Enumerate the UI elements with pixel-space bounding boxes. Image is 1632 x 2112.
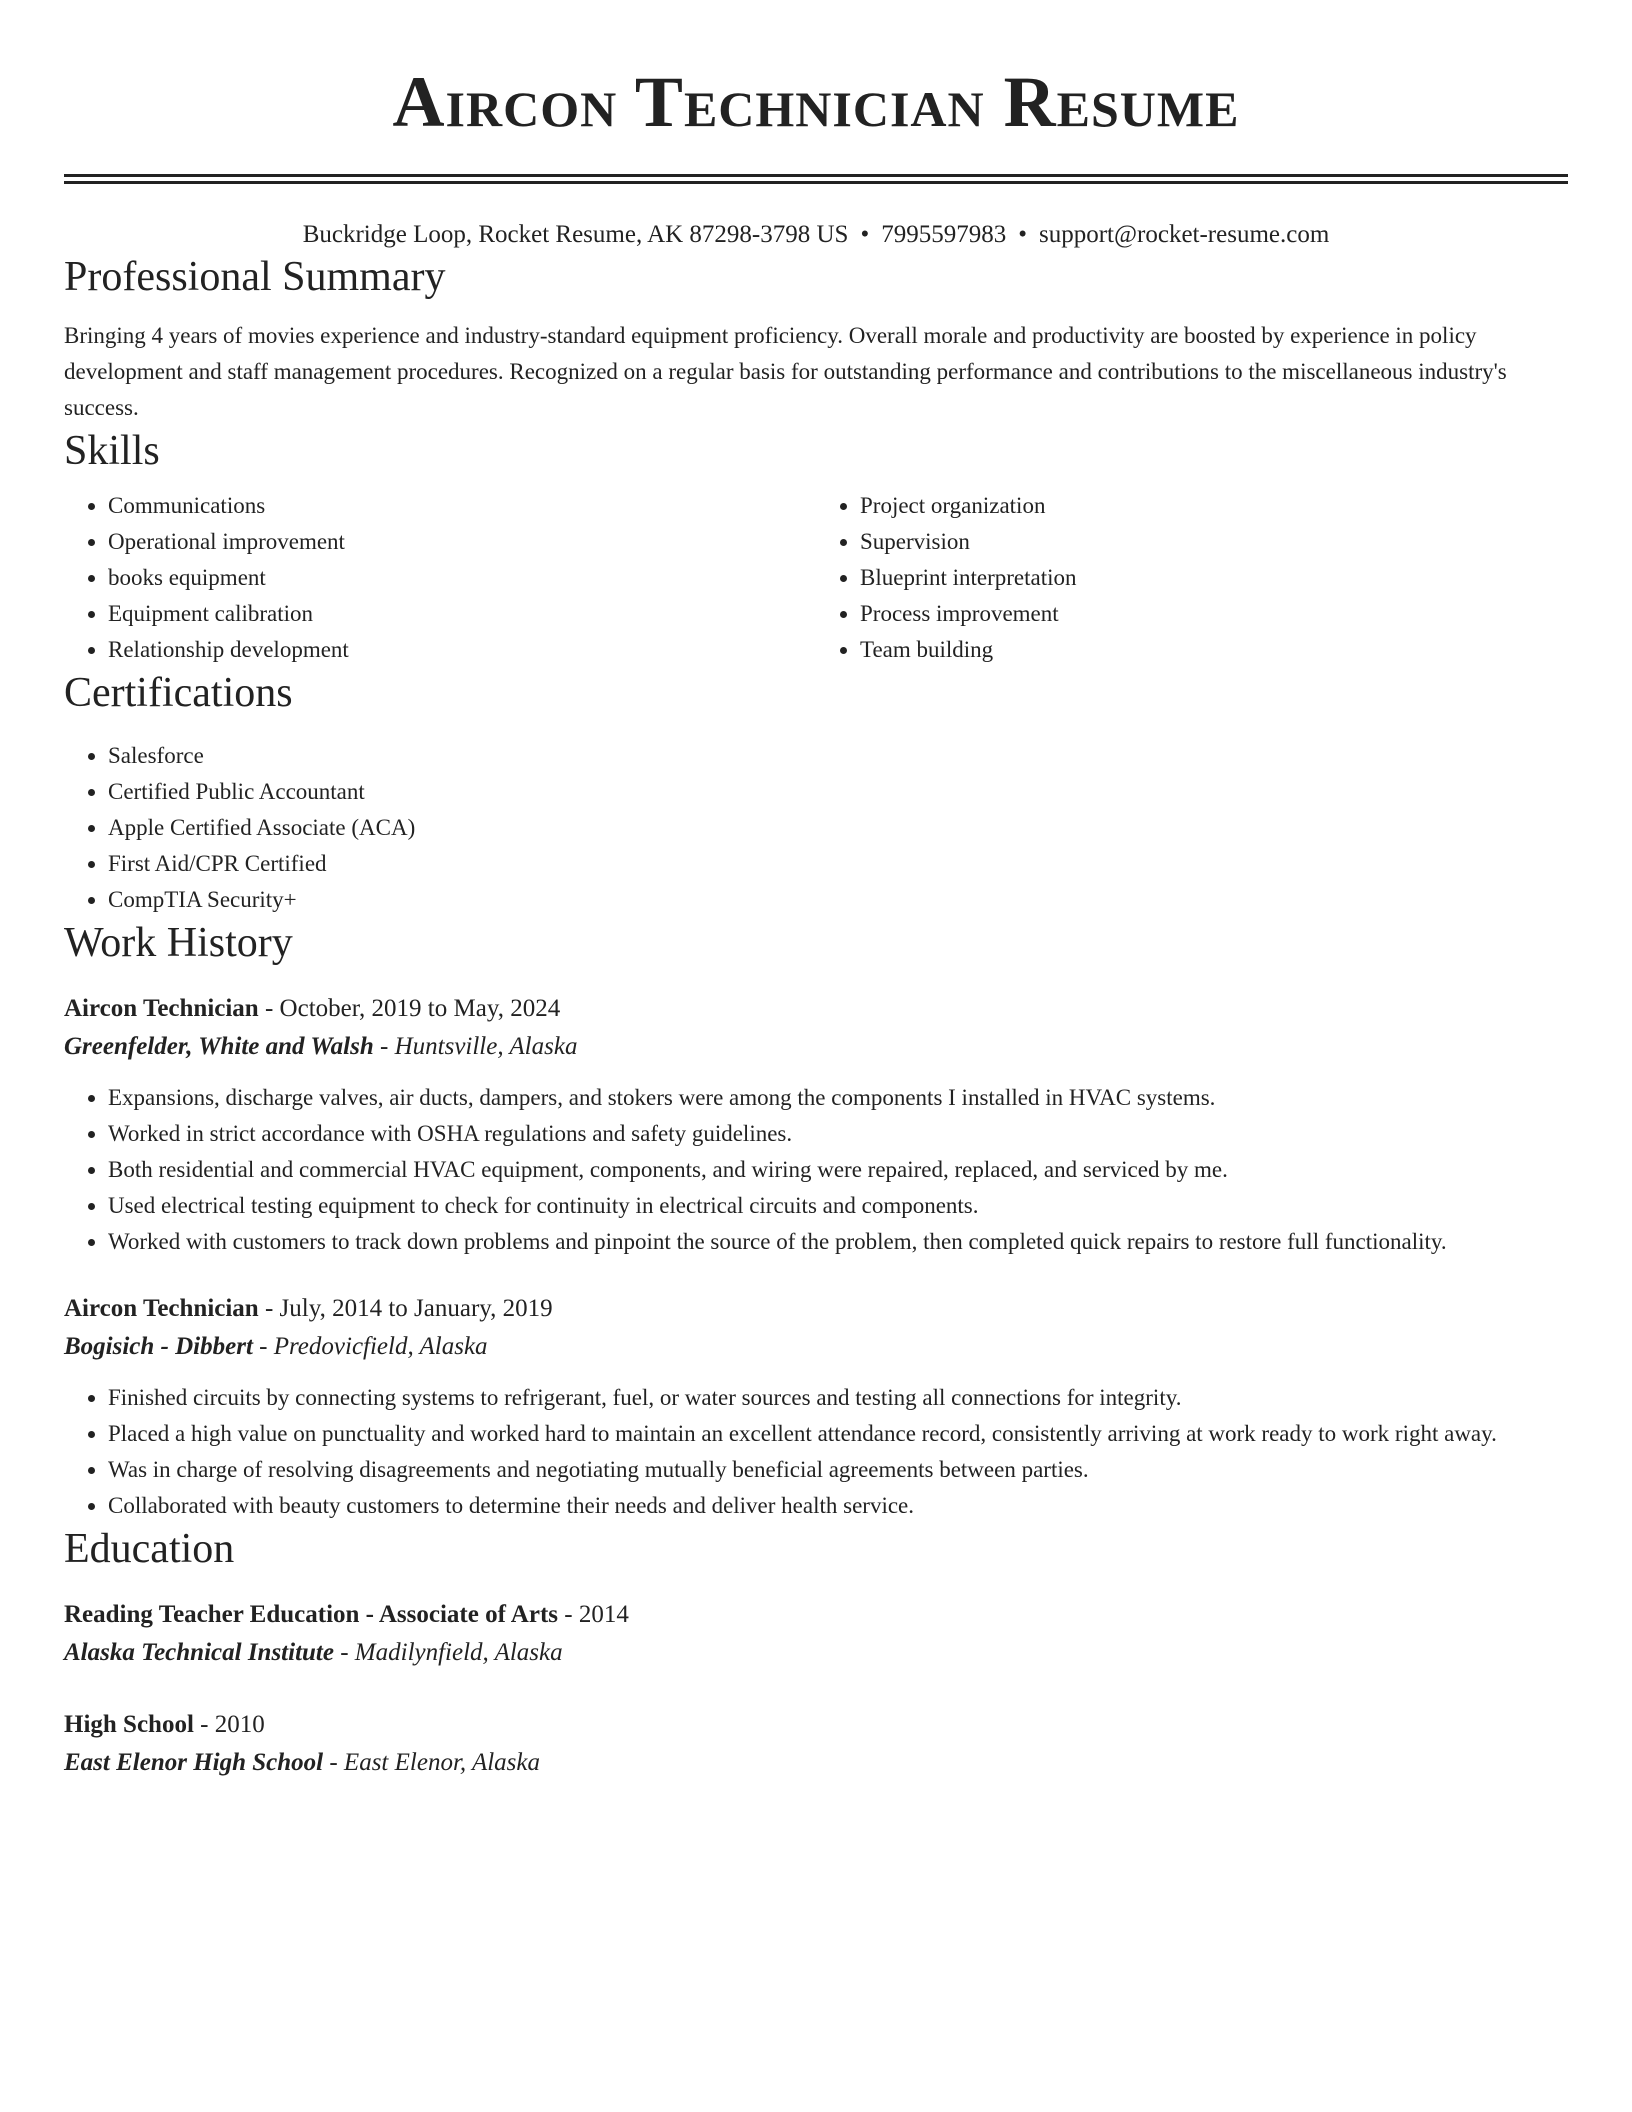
skills-grid xyxy=(64,488,1568,668)
job-company: Bogisich - Dibbert xyxy=(64,1333,253,1360)
job-company: Greenfelder, White and Walsh xyxy=(64,1033,374,1060)
skills-heading: Skills xyxy=(64,428,160,474)
education-location: - East Elenor, Alaska xyxy=(323,1749,540,1776)
summary-heading: Professional Summary xyxy=(64,254,446,300)
job-dates: - July, 2014 to January, 2019 xyxy=(258,1295,553,1322)
skill-item: • Supervision xyxy=(860,524,1568,560)
skill-item: • Communications xyxy=(108,488,816,524)
job-duty: • Was in charge of resolving disagreements and negotiating mutually beneficial agreements between parties. xyxy=(108,1452,1568,1488)
skill-item: • Relationship development xyxy=(108,632,816,668)
work-history-heading: Work History xyxy=(64,920,293,966)
education-school: East Elenor High School xyxy=(64,1749,324,1776)
education-degree: High School xyxy=(64,1711,194,1738)
skill-item: • Process improvement xyxy=(860,596,1568,632)
job-location: - Predovicfield, Alaska xyxy=(252,1333,488,1360)
education-entry xyxy=(64,1596,1568,1672)
certification-item: • CompTIA Security+ xyxy=(108,882,1568,918)
job-duty: • Placed a high value on punctuality and worked hard to maintain an excellent attendance record, consistently arriving at work ready to work right away. xyxy=(108,1416,1568,1452)
education-school-line xyxy=(64,1744,1568,1782)
job-duty: • Expansions, discharge valves, air ducts, dampers, and stokers were among the components I installed in HVAC systems. xyxy=(108,1080,1568,1116)
job-title-line xyxy=(64,990,1568,1028)
education-year: - 2014 xyxy=(558,1601,629,1628)
education-year: - 2010 xyxy=(193,1711,265,1738)
job-duties-list xyxy=(64,1080,1568,1260)
contact-phone: 7995597983 xyxy=(881,221,1007,248)
skill-item: • books equipment xyxy=(108,560,816,596)
certification-item: • Apple Certified Associate (ACA) xyxy=(108,810,1568,846)
contact-separator: • xyxy=(1018,221,1027,248)
job-duty: • Collaborated with beauty customers to determine their needs and deliver health service. xyxy=(108,1488,1568,1524)
job-title-line xyxy=(64,1290,1568,1328)
contact-email: support@rocket-resume.com xyxy=(1039,221,1330,248)
skills-right-list xyxy=(816,488,1568,668)
summary-text: Bringing 4 years of movies experience and industry-standard equipment proficiency. Overall morale and productivity are boosted by experience in policy development and staff management procedures. Recognized on a regular basis for outstanding performance and contributions to the miscellaneous industry's success. xyxy=(64,323,1507,420)
certifications-list xyxy=(64,738,1568,918)
contact-address: Buckridge Loop, Rocket Resume, AK 87298-3798 US xyxy=(302,221,849,248)
job-duty: • Worked in strict accordance with OSHA regulations and safety guidelines. xyxy=(108,1116,1568,1152)
job-company-line xyxy=(64,1328,1568,1366)
education-degree-line xyxy=(64,1706,1568,1744)
skill-item: • Team building xyxy=(860,632,1568,668)
skills-left-list xyxy=(64,488,816,668)
job-duty: • Finished circuits by connecting systems to refrigerant, fuel, or water sources and testing all connections for integrity. xyxy=(108,1380,1568,1416)
skill-item: • Equipment calibration xyxy=(108,596,816,632)
skill-item: • Operational improvement xyxy=(108,524,816,560)
education-location: - Madilynfield, Alaska xyxy=(333,1639,563,1666)
job-location: - Huntsville, Alaska xyxy=(373,1033,578,1060)
certification-item: • First Aid/CPR Certified xyxy=(108,846,1568,882)
resume-title: Aircon Technician Resume xyxy=(392,62,1240,142)
job-dates: - October, 2019 to May, 2024 xyxy=(258,995,561,1022)
job-entry xyxy=(64,1290,1568,1524)
education-degree: Reading Teacher Education - Associate of Arts xyxy=(64,1601,558,1628)
education-heading: Education xyxy=(64,1526,235,1572)
title-divider xyxy=(64,174,1568,184)
job-duties-list xyxy=(64,1380,1568,1524)
job-duty: • Worked with customers to track down problems and pinpoint the source of the problem, then completed quick repairs to restore full functionality. xyxy=(108,1224,1568,1260)
certification-item: • Certified Public Accountant xyxy=(108,774,1568,810)
job-duty: • Used electrical testing equipment to check for continuity in electrical circuits and components. xyxy=(108,1188,1568,1224)
skill-item: • Blueprint interpretation xyxy=(860,560,1568,596)
contact-line xyxy=(64,218,1568,252)
job-title: Aircon Technician xyxy=(64,995,259,1022)
job-title: Aircon Technician xyxy=(64,1295,259,1322)
job-duty: • Both residential and commercial HVAC equipment, components, and wiring were repaired, replaced, and serviced by me. xyxy=(108,1152,1568,1188)
certification-item: • Salesforce xyxy=(108,738,1568,774)
education-school-line xyxy=(64,1634,1568,1672)
education-entry xyxy=(64,1706,1568,1782)
education-degree-line xyxy=(64,1596,1568,1634)
job-entry xyxy=(64,990,1568,1260)
certifications-heading: Certifications xyxy=(64,670,293,716)
job-company-line xyxy=(64,1028,1568,1066)
skill-item: • Project organization xyxy=(860,488,1568,524)
education-school: Alaska Technical Institute xyxy=(64,1639,334,1666)
contact-separator: • xyxy=(860,221,870,248)
